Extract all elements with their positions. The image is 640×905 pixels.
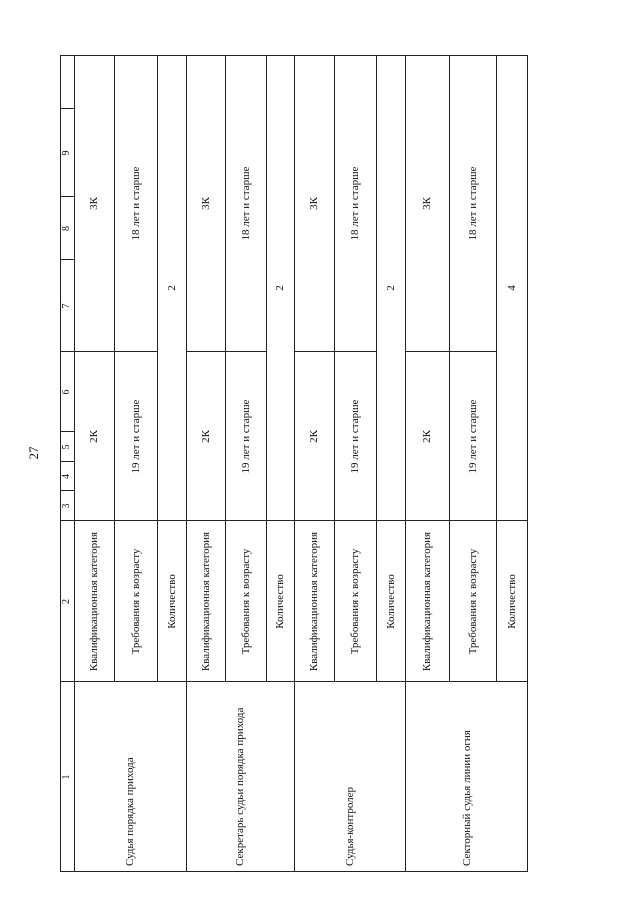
group-name: Секторный судья линии огня (460, 730, 473, 866)
page-number: 27 (26, 446, 41, 460)
header-cell: 3 (61, 503, 72, 509)
value-left: 2К (421, 430, 433, 443)
header-cell: 9 (61, 150, 72, 156)
value-left: 2К (199, 430, 212, 443)
value-left: 19 лет и старше (239, 399, 252, 474)
row-label: Требования к возрасту (239, 548, 252, 655)
row-label: Количество (274, 574, 286, 629)
header-cell: 6 (61, 389, 72, 395)
header-col-divider (60, 490, 74, 491)
value-right: 18 лет и старше (349, 166, 361, 241)
header-cell: 5 (61, 444, 72, 450)
row-label: Требования к возрасту (349, 548, 361, 655)
header-col-divider (60, 196, 74, 197)
value-right: 3К (199, 197, 212, 210)
header-cell: 8 (61, 226, 72, 231)
value-left: 2К (308, 430, 320, 443)
count-value: 2 (165, 285, 178, 291)
value-left: 2К (88, 430, 100, 443)
row-label: Количество (506, 574, 518, 629)
count-value: 2 (384, 285, 397, 291)
row-label: Требования к возрасту (466, 548, 479, 655)
row-label: Квалификационная категория (88, 531, 100, 672)
header-col-divider (60, 461, 74, 462)
row-label: Квалификационная категория (199, 531, 212, 672)
rotated-table (60, 55, 528, 872)
value-right: 3К (308, 197, 320, 210)
header-col-divider (60, 431, 74, 432)
header-col-divider (60, 108, 74, 109)
value-right: 18 лет и старше (466, 166, 479, 241)
header-cell: 4 (61, 474, 72, 479)
group-name: Судья порядка прихода (124, 757, 136, 866)
count-value: 2 (274, 285, 286, 291)
value-right: 3К (421, 197, 433, 210)
value-right: 18 лет и старше (129, 166, 142, 241)
header-cell: 2 (61, 599, 72, 604)
group-name: Секретарь судьи порядка прихода (234, 707, 246, 866)
header-col-divider (60, 259, 74, 260)
row-label: Количество (165, 574, 178, 629)
value-right: 18 лет и старше (239, 166, 252, 241)
row-label: Квалификационная категория (308, 531, 320, 672)
header-col-divider (60, 351, 74, 352)
value-right: 3К (88, 197, 100, 210)
header-cell: 1 (61, 774, 72, 780)
row-label: Количество (384, 574, 397, 629)
value-left: 19 лет и старше (349, 399, 361, 474)
row-label: Требования к возрасту (129, 548, 142, 655)
group-name: Судья-контролер (343, 786, 356, 866)
row-label: Квалификационная категория (421, 531, 433, 672)
value-left: 19 лет и старше (466, 399, 479, 474)
header-cell: 7 (61, 303, 72, 309)
value-left: 19 лет и старше (129, 399, 142, 474)
count-value: 4 (506, 285, 518, 291)
